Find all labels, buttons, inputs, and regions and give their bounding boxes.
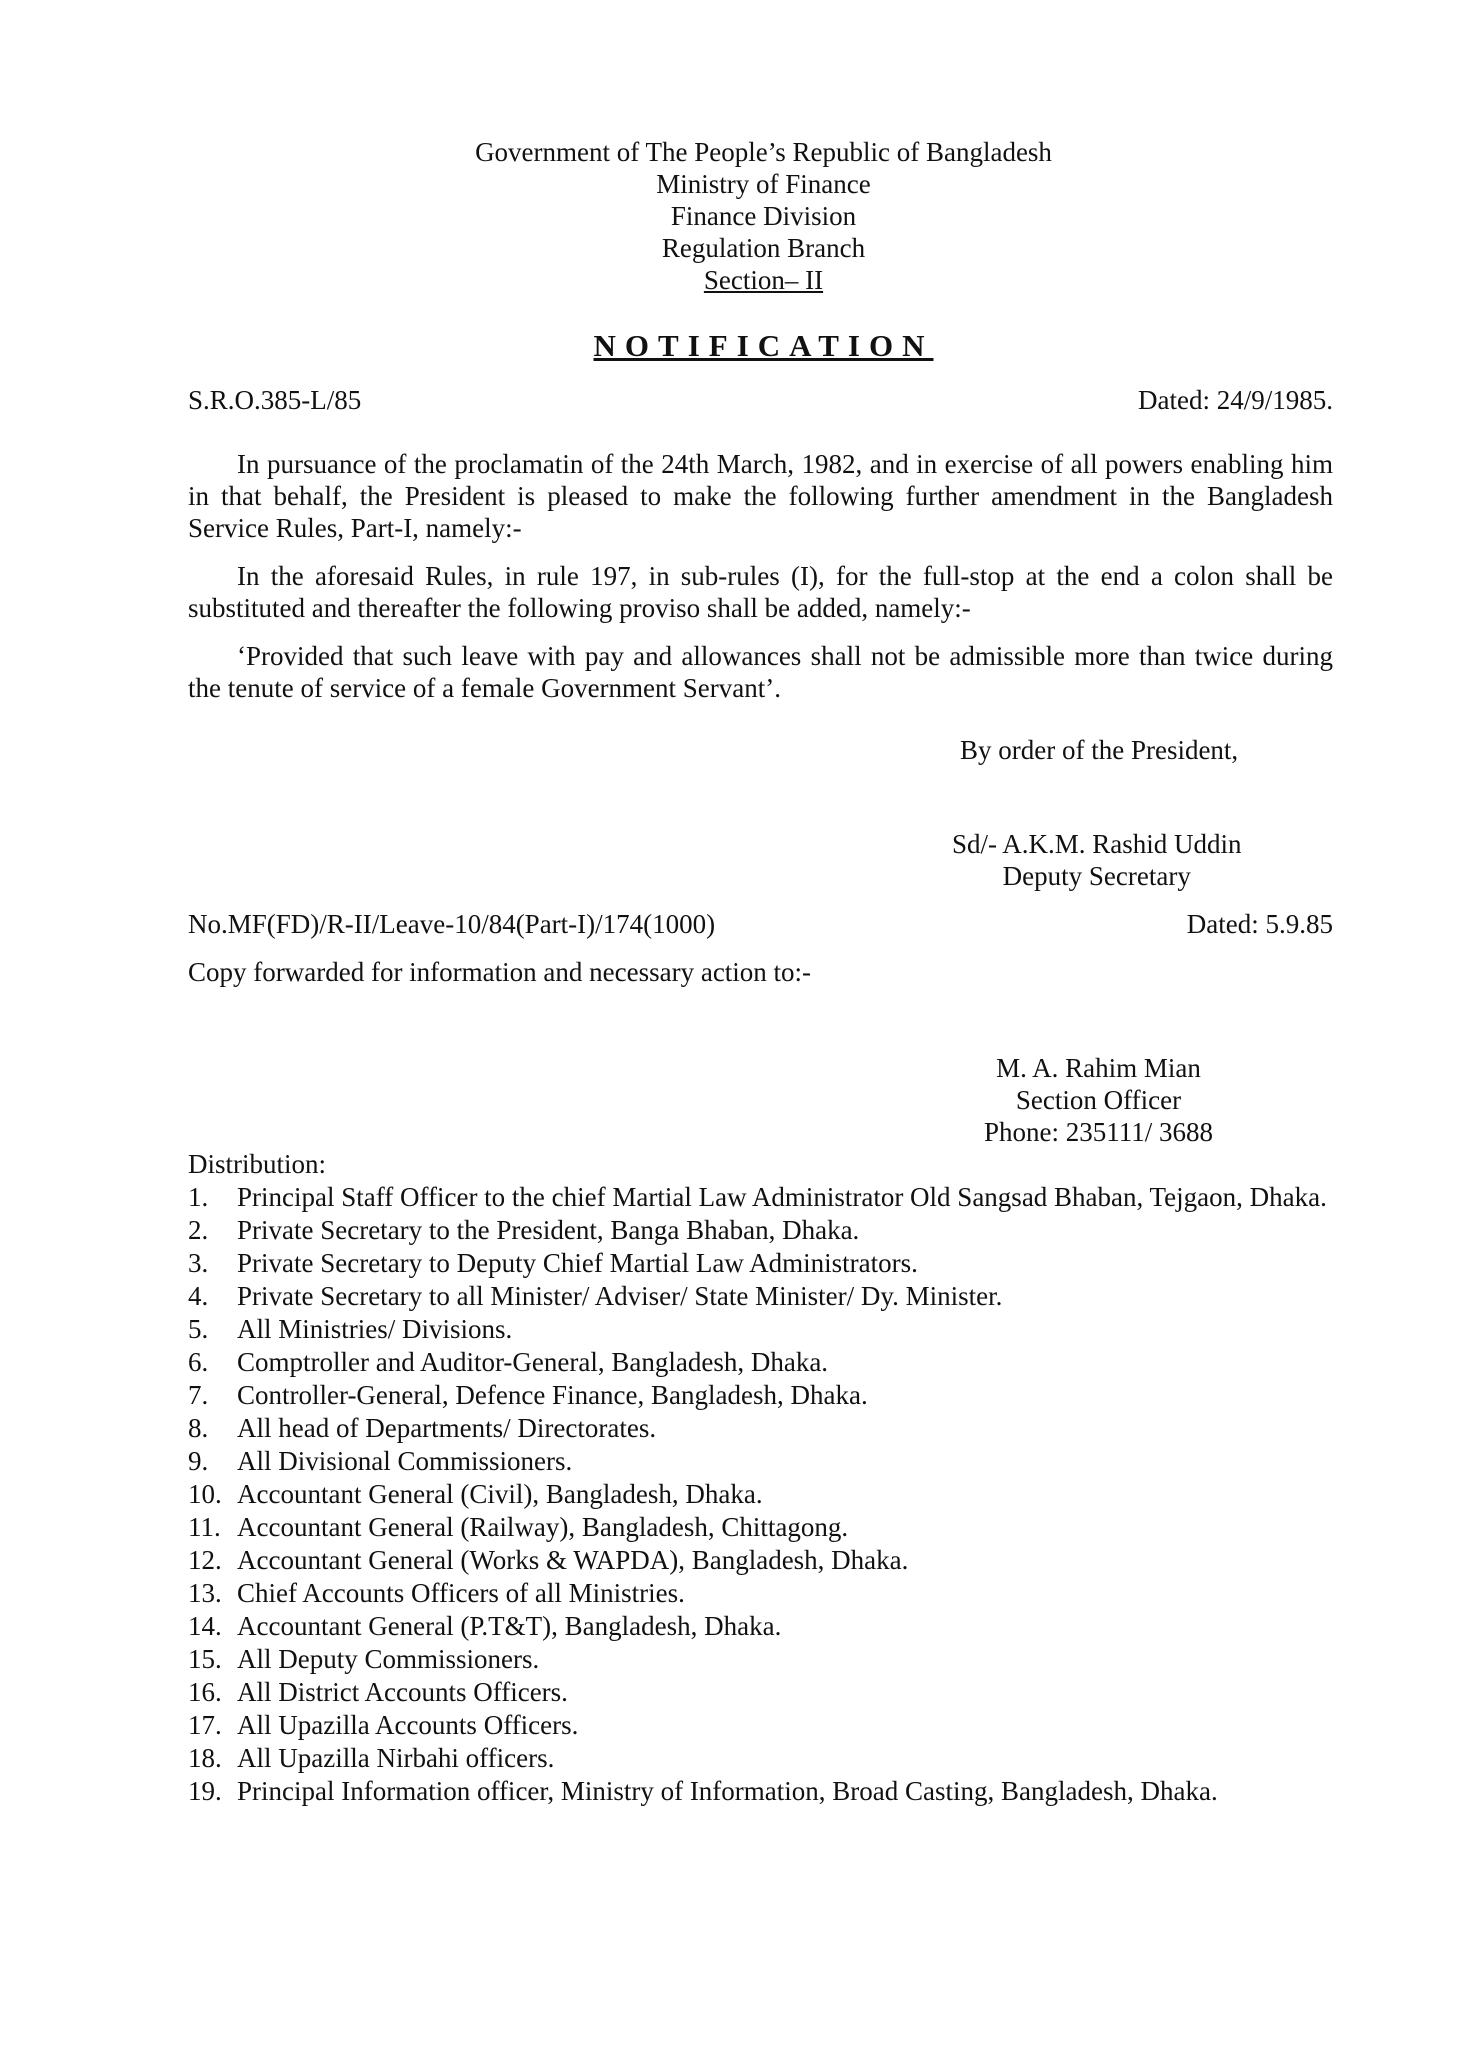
item-number: 16. [188,1677,222,1707]
item-text: Principal Staff Officer to the chief Martial Law Administrator Old Sangsad Bhaban, Tejgaon, Dhaka. [237,1182,1327,1212]
sro-date: Dated: 24/9/1985. [1138,385,1333,415]
item-text: Private Secretary to all Minister/ Adviser/ State Minister/ Dy. Minister. [237,1281,1003,1311]
item-text: Accountant General (Works & WAPDA), Bangladesh, Dhaka. [237,1545,909,1575]
item-text: Comptroller and Auditor-General, Bangladesh, Dhaka. [237,1347,829,1377]
item-text: All Ministries/ Divisions. [237,1314,513,1344]
signatory-2-phone: Phone: 235111/ 3688 [984,1117,1213,1147]
list-item [188,1775,1333,1808]
sro-row [188,384,1333,416]
signatory-2-designation: Section Officer [1015,1085,1182,1115]
paragraph-1: In pursuance of the proclamatin of the 24th March, 1982, and in exercise of all powers enabling him in that behalf, the President is pleased to make the following further amendment in the Bangladesh Service Rules, Part-I, namely:- [188,449,1333,543]
list-item [188,1313,1333,1346]
item-text: All head of Departments/ Directorates. [237,1413,657,1443]
list-item [188,1379,1333,1412]
list-item [188,1676,1333,1709]
item-text: Accountant General (Railway), Bangladesh, Chittagong. [237,1512,849,1542]
letterhead [0,136,1473,296]
list-item [188,1181,1333,1214]
memo-date: Dated: 5.9.85 [1186,909,1333,939]
list-item [188,1511,1333,1544]
list-item [188,1280,1333,1313]
list-item [188,1412,1333,1445]
paragraph-2: In the aforesaid Rules, in rule 197, in sub-rules (I), for the full-stop at the end a colon shall be substituted and thereafter the following proviso shall be added, namely:- [188,561,1333,623]
list-item [188,1610,1333,1643]
item-text: Private Secretary to Deputy Chief Martial Law Administrators. [237,1248,918,1278]
item-number: 11. [188,1512,221,1542]
distribution-list [188,1181,1333,1808]
sro-number: S.R.O.385-L/85 [188,385,362,415]
list-item [188,1742,1333,1775]
distribution-title: Distribution: [188,1149,327,1179]
item-number: 10. [188,1479,222,1509]
item-number: 13. [188,1578,222,1608]
list-item [188,1247,1333,1280]
memo-number: No.MF(FD)/R-II/Leave-10/84(Part-I)/174(1000) [188,909,716,939]
list-item [188,1709,1333,1742]
signatory-1-name: Sd/- A.K.M. Rashid Uddin [952,829,1242,859]
branch-name: Regulation Branch [661,233,866,263]
item-text: All Divisional Commissioners. [237,1446,573,1476]
item-text: Chief Accounts Officers of all Ministries. [237,1578,685,1608]
list-item [188,1478,1333,1511]
list-item [188,1643,1333,1676]
item-number: 18. [188,1743,222,1773]
list-item [188,1346,1333,1379]
order-line: By order of the President, [960,735,1239,765]
item-number: 17. [188,1710,222,1740]
paragraph-3: ‘Provided that such leave with pay and allowances shall not be admissible more than twice during the tenute of service of a female Government Servant’. [188,641,1333,703]
list-item [188,1544,1333,1577]
item-text: All Deputy Commissioners. [237,1644,540,1674]
item-text: All Upazilla Nirbahi officers. [237,1743,555,1773]
signatory-1-designation: Deputy Secretary [1002,861,1191,891]
item-number: 3. [188,1248,209,1278]
signatory-2-name: M. A. Rahim Mian [996,1053,1201,1083]
item-text: All Upazilla Accounts Officers. [237,1710,579,1740]
item-number: 5. [188,1314,209,1344]
item-text: Controller-General, Defence Finance, Bangladesh, Dhaka. [237,1380,868,1410]
signatory-block-1 [952,828,1242,892]
item-number: 15. [188,1644,222,1674]
list-item [188,1214,1333,1247]
item-text: Accountant General (Civil), Bangladesh, Dhaka. [237,1479,763,1509]
notification-title: NOTIFICATION [593,328,934,363]
copy-forwarded: Copy forwarded for information and necessary action to:- [188,957,812,987]
item-text: Principal Information officer, Ministry of Information, Broad Casting, Bangladesh, Dhaka. [237,1776,1218,1806]
item-number: 7. [188,1380,209,1410]
item-text: All District Accounts Officers. [237,1677,568,1707]
item-number: 14. [188,1611,222,1641]
item-number: 4. [188,1281,209,1311]
item-text: Accountant General (P.T&T), Bangladesh, Dhaka. [237,1611,782,1641]
item-number: 1. [188,1182,209,1212]
item-number: 12. [188,1545,222,1575]
government-name: Government of The People’s Republic of Bangladesh [475,137,1052,167]
memo-row [188,908,1333,940]
item-number: 19. [188,1776,222,1806]
division-name: Finance Division [670,201,857,231]
item-number: 6. [188,1347,209,1377]
signatory-block-2 [984,1052,1213,1148]
item-number: 2. [188,1215,209,1245]
item-number: 8. [188,1413,209,1443]
item-number: 9. [188,1446,209,1476]
section-name: Section– II [703,265,824,295]
ministry-name: Ministry of Finance [656,169,871,199]
list-item [188,1577,1333,1610]
item-text: Private Secretary to the President, Banga Bhaban, Dhaka. [237,1215,860,1245]
list-item [188,1445,1333,1478]
